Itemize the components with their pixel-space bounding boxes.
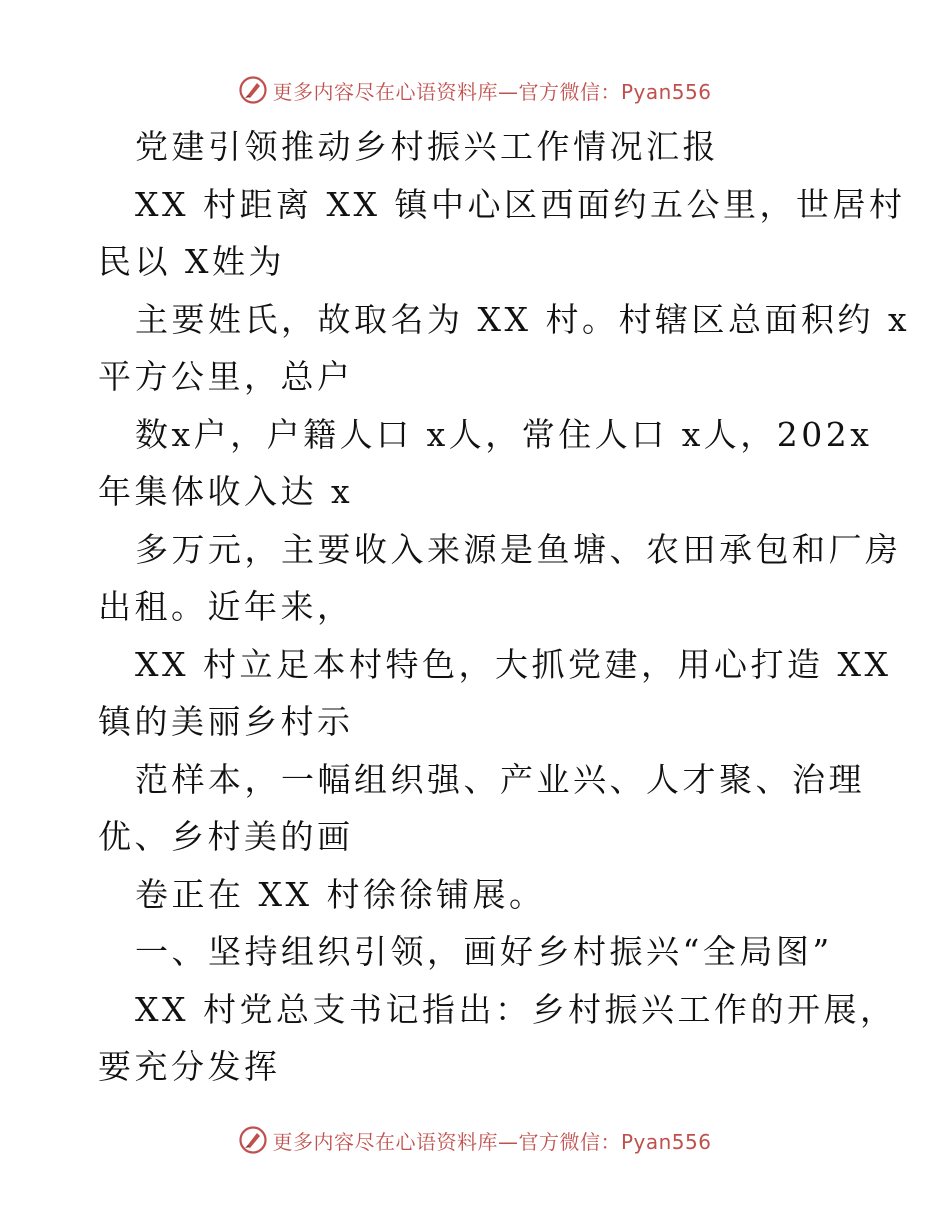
- text-line: 平方公里，总户: [98, 357, 354, 396]
- text-line: 年集体收入达 x: [98, 472, 354, 511]
- header-banner: [0, 70, 950, 110]
- document-title: 党建引领推动乡村振兴工作情况汇报: [135, 127, 719, 166]
- text-line: 主要姓氏，故取名为 XX 村。村辖区总面积约 x: [135, 299, 911, 339]
- pen-nib-seal-icon: [238, 75, 268, 105]
- text-line: 镇的美丽乡村示: [98, 702, 354, 741]
- text-line: 多万元，主要收入来源是鱼塘、农田承包和厂房: [135, 529, 902, 569]
- text-line: 民以 X姓为: [98, 242, 285, 281]
- section-heading: 一、坚持组织引领，画好乡村振兴“全局图”: [135, 932, 833, 971]
- text-line: 要充分发挥: [98, 1047, 281, 1086]
- document-body: [98, 118, 911, 1096]
- text-line: 数x户，户籍人口 x人，常住人口 x人，202x: [135, 414, 873, 454]
- text-line: 出租。近年来，: [98, 587, 354, 626]
- text-line: 优、乡村美的画: [98, 817, 354, 856]
- footer-banner: [0, 1120, 950, 1160]
- text-line: XX 村党总支书记指出：乡村振兴工作的开展，: [135, 989, 897, 1029]
- pen-nib-seal-icon: [238, 1125, 268, 1155]
- text-line: 卷正在 XX 村徐徐铺展。: [135, 874, 546, 914]
- header-banner-text: 更多内容尽在心语资料库—官方微信：Pyan556: [272, 79, 712, 104]
- text-line: 范样本，一幅组织强、产业兴、人才聚、治理: [135, 759, 865, 799]
- text-line: XX 村立足本村特色，大抓党建，用心打造 XX: [135, 644, 892, 684]
- footer-banner-text: 更多内容尽在心语资料库—官方微信：Pyan556: [272, 1129, 712, 1154]
- text-line: XX 村距离 XX 镇中心区西面约五公里，世居村: [135, 184, 906, 224]
